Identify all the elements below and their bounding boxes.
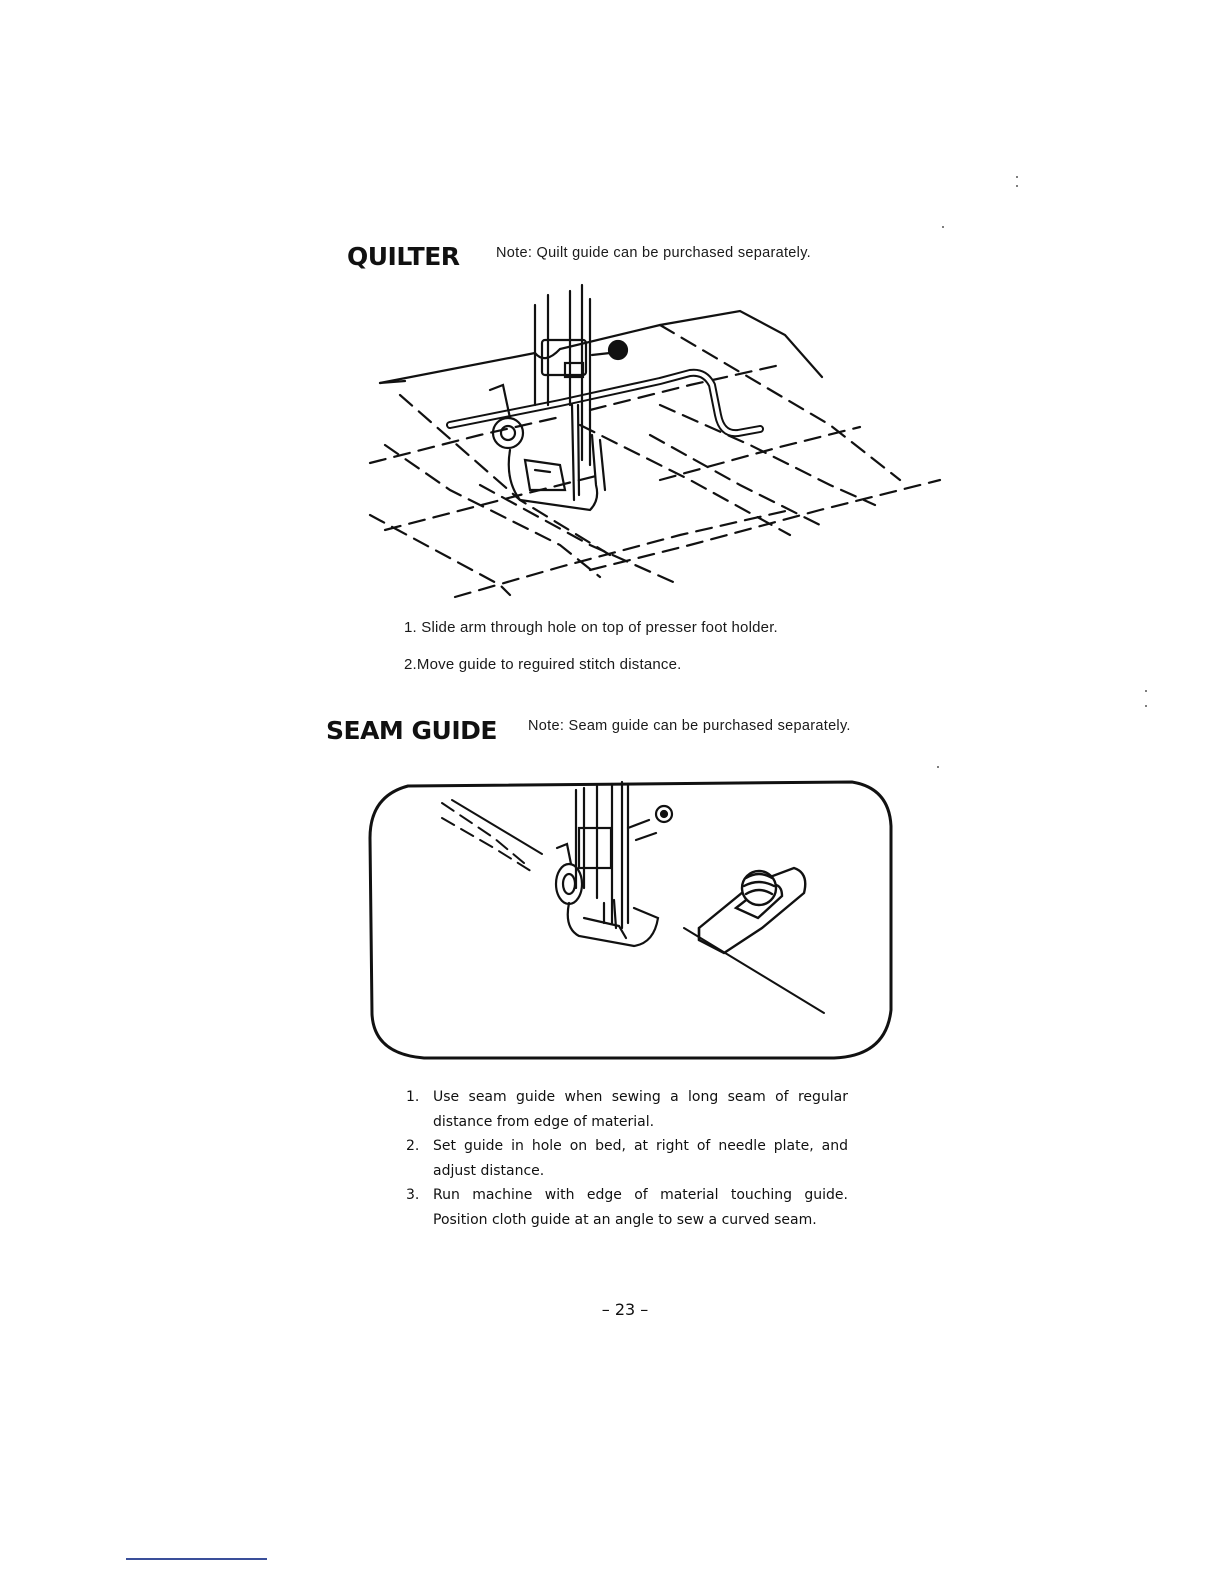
step-number: 2. <box>406 1138 420 1154</box>
seam-guide-step <box>400 1134 848 1183</box>
step-text: Run machine with edge of material touching guide. Position cloth guide at an angle to sew a curved seam. <box>433 1187 848 1228</box>
seam-guide-step <box>400 1085 848 1134</box>
scan-speck <box>1145 690 1147 692</box>
page-number: – 23 – <box>601 1300 649 1319</box>
quilter-illustration <box>360 285 950 605</box>
seam-guide-note: Note: Seam guide can be purchased separately. <box>528 718 851 734</box>
scan-speck <box>942 226 944 228</box>
step-text: Use seam guide when sewing a long seam of regular distance from edge of material. <box>433 1089 848 1130</box>
scan-speck <box>1016 176 1018 178</box>
quilter-step-2: 2.Move guide to reguired stitch distance. <box>404 656 682 673</box>
scan-speck <box>937 766 939 768</box>
quilter-step-1: 1. Slide arm through hole on top of presser foot holder. <box>404 619 778 636</box>
step-text: Set guide in hole on bed, at right of needle plate, and adjust distance. <box>433 1138 848 1179</box>
seam-guide-step <box>400 1183 848 1232</box>
seam-guide-illustration <box>364 778 894 1063</box>
quilter-note: Note: Quilt guide can be purchased separately. <box>496 245 811 261</box>
seam-guide-steps <box>400 1085 848 1232</box>
scan-speck <box>1016 185 1018 187</box>
step-number: 1. <box>406 1089 420 1105</box>
step-number: 3. <box>406 1187 420 1203</box>
seam-guide-heading: SEAM GUIDE <box>326 716 497 745</box>
footer-rule <box>126 1558 267 1560</box>
quilter-heading: QUILTER <box>347 242 460 271</box>
scan-speck <box>1145 705 1147 707</box>
